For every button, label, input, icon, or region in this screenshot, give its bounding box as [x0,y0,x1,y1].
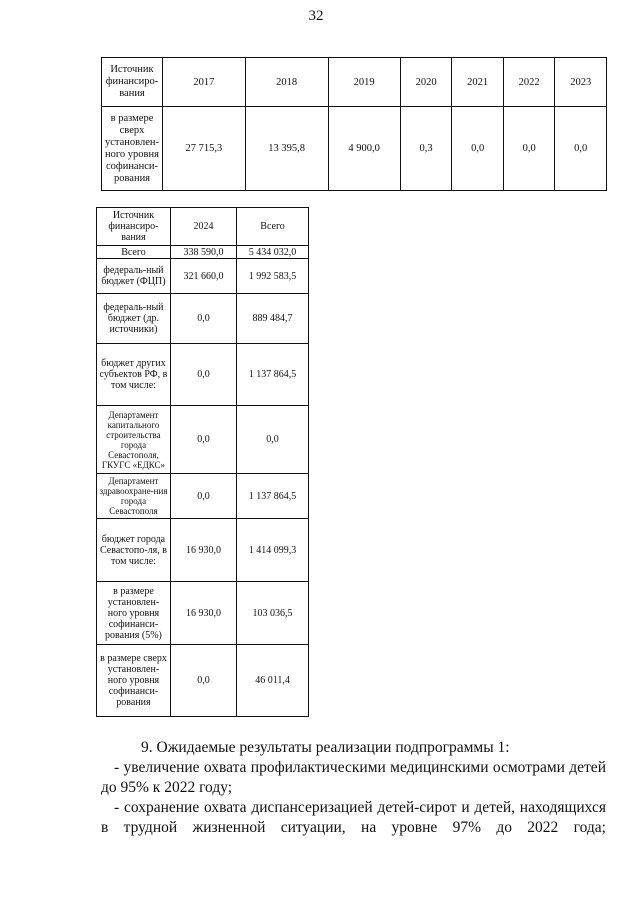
table-row [97,519,309,582]
row-label-cell: бюджет города Севастопо-ля, в том числе: [97,519,171,582]
table-row [97,645,309,717]
total-cell: 103 036,5 [237,582,309,645]
header-cell: 2019 [328,58,400,107]
table-row [97,406,309,474]
value-cell: 13 395,8 [245,107,328,191]
header-cell: 2018 [245,58,328,107]
row-label-cell: бюджет других субъектов РФ, в том числе: [97,344,171,406]
value-cell: 0,0 [170,474,236,519]
row-label-cell: федераль-ный бюджет (др. источники) [97,294,171,344]
total-cell: 1 137 864,5 [237,474,309,519]
total-cell: 889 484,7 [237,294,309,344]
value-cell: 16 930,0 [170,519,236,582]
row-label-cell: в размере установлен-ного уровня софинанси-рования (5%) [97,582,171,645]
value-cell: 0,0 [555,107,607,191]
table-row [97,474,309,519]
header-cell: 2017 [163,58,246,107]
table-row [97,246,309,259]
value-cell: 338 590,0 [170,246,236,259]
header-cell: 2022 [503,58,555,107]
funding-table-2024-total [96,207,309,717]
total-cell: 1 137 864,5 [237,344,309,406]
section-heading: 9. Ожидаемые результаты реализации подпрограммы 1: [141,739,510,756]
value-cell: 4 900,0 [328,107,400,191]
header-cell: Источник финансиро-вания [102,58,163,107]
table-row [97,344,309,406]
expected-results-section [101,738,606,838]
value-cell: 0,0 [170,406,236,474]
row-label-cell: в размере сверх установлен-ного уровня софинанси-рования [102,107,163,191]
value-cell: 0,0 [452,107,504,191]
total-cell: 46 011,4 [237,645,309,717]
value-cell: 0,0 [170,344,236,406]
row-label-cell: федераль-ный бюджет (ФЦП) [97,259,171,294]
row-label-cell: Департамент здравоохране-ния города Севастополя [97,474,171,519]
row-label-cell: в размере сверх установлен-ного уровня софинанси-рования [97,645,171,717]
header-cell: 2023 [555,58,607,107]
header-cell: 2021 [452,58,504,107]
row-label-cell: Департамент капитального строительства города Севастополя, ГКУГС «ЕДКС» [97,406,171,474]
table-row [97,294,309,344]
page-number: 32 [308,8,324,24]
value-cell: 27 715,3 [163,107,246,191]
table-header-row [97,208,309,246]
table-row [97,582,309,645]
value-cell: 0,3 [400,107,452,191]
value-cell: 0,0 [503,107,555,191]
table-header-row [102,58,607,107]
header-cell: 2020 [400,58,452,107]
total-cell: 5 434 032,0 [237,246,309,259]
header-cell: 2024 [170,208,236,246]
table-row [102,107,607,191]
value-cell: 321 660,0 [170,259,236,294]
header-cell: Всего [237,208,309,246]
value-cell: 0,0 [170,294,236,344]
table-row [97,259,309,294]
result-item: - сохранение охвата диспансеризацией детей-сирот и детей, находящихся в трудной жизненной ситуации, на уровне 97% до 2022 года; [101,799,606,836]
result-item: - увеличение охвата профилактическими медицинскими осмотрами детей до 95% к 2022 году; [101,759,606,796]
row-label-cell: Всего [97,246,171,259]
funding-table-2017-2023 [101,57,607,191]
header-cell: Источник финансиро-вания [97,208,171,246]
value-cell: 16 930,0 [170,582,236,645]
total-cell: 1 992 583,5 [237,259,309,294]
total-cell: 1 414 099,3 [237,519,309,582]
total-cell: 0,0 [237,406,309,474]
value-cell: 0,0 [170,645,236,717]
